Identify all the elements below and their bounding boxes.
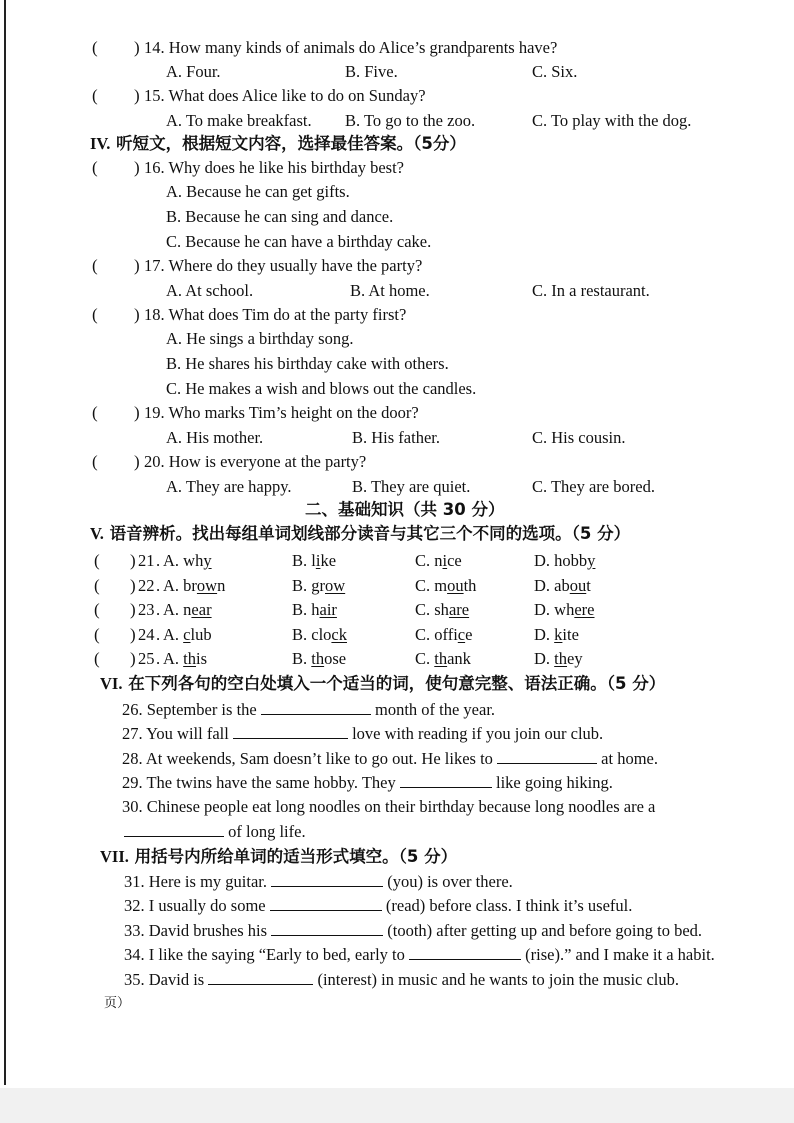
question-number: 19 xyxy=(144,403,161,422)
choice-option[interactable]: C. His cousin. xyxy=(532,428,626,447)
form-sentence xyxy=(124,921,702,941)
answer-paren-close: ) xyxy=(130,551,136,570)
word-part: A. wh xyxy=(163,551,204,570)
word-part: D. xyxy=(534,624,555,644)
word-part: A. xyxy=(163,649,184,669)
underlined-sound: k xyxy=(554,624,563,644)
word-part: C. sh xyxy=(415,600,449,620)
phonics-option[interactable] xyxy=(163,551,212,571)
choice-option[interactable]: A. To make breakfast. xyxy=(166,111,312,130)
question-text: 17. Where do they usually have the party? xyxy=(144,256,423,275)
answer-paren-open: ( xyxy=(92,86,98,105)
underlined-sound: c xyxy=(457,624,466,644)
question-number: 16 xyxy=(144,158,161,177)
underlined-sound: ow xyxy=(196,575,218,595)
answer-paren-open: ( xyxy=(92,158,98,177)
phonics-option[interactable] xyxy=(415,600,469,620)
word-part: C. xyxy=(415,649,435,669)
underlined-sound: th xyxy=(554,649,568,669)
fill-blank[interactable] xyxy=(261,700,371,715)
form-sentence xyxy=(124,896,632,916)
answer-paren-close: ) xyxy=(134,452,140,471)
answer-paren-close: ) xyxy=(134,158,140,177)
answer-paren-open: ( xyxy=(94,551,100,570)
sentence-start: 26. September is the xyxy=(122,700,257,719)
question-stem: What does Alice like to do on Sunday? xyxy=(168,86,426,105)
phonics-option[interactable] xyxy=(534,576,591,596)
sentence-start: 35. David is xyxy=(124,969,205,989)
underlined-sound: ear xyxy=(191,600,212,620)
answer-paren-close: ) xyxy=(134,86,140,105)
sentence-start: 31. Here is my guitar. xyxy=(124,872,267,891)
word-part: e xyxy=(465,624,473,644)
choice-option[interactable]: C. In a restaurant. xyxy=(532,281,650,300)
answer-paren-close: ) xyxy=(130,600,136,620)
answer-paren-open: ( xyxy=(92,38,98,57)
phonics-option[interactable] xyxy=(534,600,595,620)
question-number: 17 xyxy=(144,256,161,275)
question-number: 21 xyxy=(138,551,155,570)
sentence-end: (tooth) after getting up and before going to bed. xyxy=(387,920,703,940)
choice-option[interactable]: A. His mother. xyxy=(166,428,264,447)
sentence-start: 28. At weekends, Sam doesn’t like to go out. He likes to xyxy=(122,749,493,768)
fill-blank[interactable] xyxy=(124,822,224,837)
choice-option[interactable]: A. They are happy. xyxy=(166,477,292,496)
phonics-option[interactable] xyxy=(534,649,583,669)
answer-paren-open: ( xyxy=(94,575,100,595)
form-sentence xyxy=(124,945,715,965)
section-number: VII. xyxy=(100,847,129,866)
choice-option[interactable]: B. He shares his birthday cake with others. xyxy=(166,354,449,373)
choice-option[interactable]: C. He makes a wish and blows out the candles. xyxy=(166,379,477,398)
form-blank[interactable] xyxy=(271,872,383,887)
form-blank[interactable] xyxy=(208,970,313,985)
word-part: ey xyxy=(567,649,583,669)
question-stem: What does Tim do at the party first? xyxy=(168,305,407,324)
fill-blank[interactable] xyxy=(497,749,597,764)
word-part: A. br xyxy=(163,575,197,595)
choice-option[interactable]: A. At school. xyxy=(166,281,254,300)
form-blank[interactable] xyxy=(409,945,521,960)
section-heading xyxy=(100,847,457,867)
section-number: IV. xyxy=(90,134,111,153)
underlined-sound: ere xyxy=(574,600,595,620)
choice-option[interactable]: C. Six. xyxy=(532,62,578,81)
phonics-option[interactable] xyxy=(292,576,345,596)
question-text: 14. How many kinds of animals do Alice’s grandparents have? xyxy=(144,38,558,57)
form-blank[interactable] xyxy=(270,896,382,911)
word-part: A. n xyxy=(163,600,192,620)
phonics-option[interactable] xyxy=(292,649,346,669)
fill-sentence xyxy=(122,700,495,720)
choice-option[interactable]: B. At home. xyxy=(350,281,430,300)
word-part: A. xyxy=(163,624,184,644)
sentence-end: (interest) in music and he wants to join the music club. xyxy=(317,969,680,989)
word-part: lub xyxy=(190,624,212,644)
answer-paren-open: ( xyxy=(94,649,100,669)
form-blank[interactable] xyxy=(271,921,383,936)
phonics-option[interactable] xyxy=(292,551,336,571)
question-number: 20 xyxy=(144,452,161,471)
sentence-end: like going hiking. xyxy=(495,773,613,792)
word-part: C. m xyxy=(415,575,448,595)
sentence-start: 29. The twins have the same hobby. They xyxy=(122,773,396,792)
answer-paren-open: ( xyxy=(94,624,100,644)
fill-sentence xyxy=(122,749,658,769)
fill-sentence xyxy=(122,797,655,817)
word-part: C. offi xyxy=(415,624,458,644)
phonics-option[interactable] xyxy=(292,600,337,620)
choice-option[interactable]: C. To play with the dog. xyxy=(532,111,692,130)
word-part: B. h xyxy=(292,600,320,620)
choice-option[interactable]: B. To go to the zoo. xyxy=(345,111,476,130)
section-number: V. xyxy=(90,524,104,543)
sentence-start: 32. I usually do some xyxy=(124,896,266,916)
word-part: ank xyxy=(447,649,471,669)
word-part: ose xyxy=(324,649,347,669)
word-part: D. wh xyxy=(534,600,575,620)
answer-paren-open: ( xyxy=(94,600,100,620)
fill-blank[interactable] xyxy=(233,724,348,739)
page-bottom-shade xyxy=(0,1088,794,1123)
answer-paren-open: ( xyxy=(92,256,98,275)
word-part: B. l xyxy=(292,551,316,570)
question-text: 18. What does Tim do at the party first? xyxy=(144,305,407,324)
answer-paren-open: ( xyxy=(92,305,98,324)
question-number: 22 xyxy=(138,575,155,595)
underlined-sound: ck xyxy=(331,624,347,644)
answer-paren-close: ) xyxy=(134,38,140,57)
word-part: ce xyxy=(447,551,462,570)
word-part: D. ab xyxy=(534,575,570,595)
question-number: 25 xyxy=(138,649,155,669)
question-number: 23 xyxy=(138,600,155,620)
word-part: D. hobb xyxy=(534,551,588,570)
phonics-option[interactable] xyxy=(534,551,595,571)
underlined-sound: ow xyxy=(325,575,346,595)
sentence-start: 30. Chinese people eat long noodles on their birthday because long noodles are a xyxy=(122,797,656,816)
question-text: 16. Why does he like his birthday best? xyxy=(144,158,404,177)
form-sentence xyxy=(124,872,513,892)
question-text: 15. What does Alice like to do on Sunday? xyxy=(144,86,426,105)
word-part: B. xyxy=(292,649,312,669)
word-part: ite xyxy=(562,624,579,644)
phonics-option[interactable] xyxy=(163,576,225,596)
fill-sentence xyxy=(122,773,613,793)
underlined-sound: i xyxy=(442,551,448,570)
word-part: C. n xyxy=(415,551,443,570)
part-title: 二、基础知识（共 30 分） xyxy=(305,500,505,519)
underlined-sound: th xyxy=(434,649,448,669)
choice-option[interactable]: A. Because he can get gifts. xyxy=(166,182,350,201)
sentence-start: 33. David brushes his xyxy=(124,920,267,940)
section-title: 在下列各句的空白处填入一个适当的词，使句意完整、语法正确。（5 分） xyxy=(128,674,666,693)
choice-option[interactable]: B. Because he can sing and dance. xyxy=(166,207,394,226)
fill-blank[interactable] xyxy=(400,773,492,788)
phonics-option[interactable] xyxy=(415,551,462,571)
underlined-sound: air xyxy=(319,600,337,620)
word-part: n xyxy=(217,575,226,595)
phonics-option[interactable] xyxy=(163,625,212,645)
sentence-end: at home. xyxy=(601,749,658,768)
phonics-option[interactable] xyxy=(534,625,579,645)
section-title: 语音辨析。找出每组单词划线部分读音与其它三个不同的选项。（5 分） xyxy=(109,524,631,543)
underlined-sound: y xyxy=(587,551,596,570)
phonics-option[interactable] xyxy=(163,600,212,620)
section-heading xyxy=(90,524,630,544)
question-number-dot: . xyxy=(156,624,161,644)
choice-option[interactable]: A. Four. xyxy=(166,62,221,81)
answer-paren-close: ) xyxy=(134,305,140,324)
question-stem: Where do they usually have the party? xyxy=(168,256,423,275)
underlined-sound: th xyxy=(183,649,197,669)
underlined-sound: ou xyxy=(569,575,587,595)
answer-paren-open: ( xyxy=(92,452,98,471)
choice-option[interactable]: B. They are quiet. xyxy=(352,477,471,496)
question-number: 24 xyxy=(138,624,155,644)
section-title: 听短文，根据短文内容，选择最佳答案。（5分） xyxy=(116,134,466,153)
phonics-option[interactable] xyxy=(292,625,347,645)
question-number-dot: . xyxy=(156,649,161,669)
word-part: D. xyxy=(534,649,555,669)
question-stem: How many kinds of animals do Alice’s grandparents have? xyxy=(168,38,558,57)
form-sentence xyxy=(124,970,679,990)
word-part: ke xyxy=(320,551,337,570)
underlined-sound: c xyxy=(183,624,191,644)
answer-paren-close: ) xyxy=(130,624,136,644)
answer-paren-close: ) xyxy=(134,403,140,422)
section-heading xyxy=(100,674,665,694)
choice-option[interactable]: B. His father. xyxy=(352,428,440,447)
phonics-option[interactable] xyxy=(415,649,471,669)
fill-sentence xyxy=(124,822,306,842)
question-stem: How is everyone at the party? xyxy=(168,452,367,471)
sentence-end: love with reading if you join our club. xyxy=(352,724,604,743)
sentence-end: of long life. xyxy=(228,822,306,841)
answer-paren-open: ( xyxy=(92,403,98,422)
section-title: 用括号内所给单词的适当形式填空。（5 分） xyxy=(134,847,458,866)
underlined-sound: th xyxy=(311,649,325,669)
answer-paren-close: ) xyxy=(130,575,136,595)
section-number: VI. xyxy=(100,674,123,693)
word-part: t xyxy=(586,575,591,595)
choice-option[interactable]: A. He sings a birthday song. xyxy=(166,329,354,348)
underlined-sound: y xyxy=(203,551,212,570)
choice-option[interactable]: C. They are bored. xyxy=(532,477,655,496)
word-part: B. clo xyxy=(292,624,332,644)
answer-paren-close: ) xyxy=(130,649,136,669)
underlined-sound: are xyxy=(448,600,470,620)
word-part: B. gr xyxy=(292,575,325,595)
section-heading xyxy=(90,134,466,154)
fill-sentence xyxy=(122,724,603,744)
question-number-dot: . xyxy=(156,600,161,620)
word-part: is xyxy=(196,649,208,669)
question-stem: Why does he like his birthday best? xyxy=(168,158,404,177)
sentence-start: 27. You will fall xyxy=(122,724,229,743)
sentence-end: (rise).” and I make it a habit. xyxy=(525,945,715,965)
sentence-end: month of the year. xyxy=(374,700,496,719)
question-number: 15 xyxy=(144,86,161,105)
choice-option[interactable]: B. Five. xyxy=(345,62,398,81)
phonics-option[interactable] xyxy=(163,649,207,669)
question-text: 19. Who marks Tim’s height on the door? xyxy=(144,403,419,422)
page-left-rule xyxy=(4,0,6,1085)
sentence-end: (you) is over there. xyxy=(387,872,513,891)
question-number-dot: . xyxy=(156,575,161,595)
sentence-end: (read) before class. I think it’s useful. xyxy=(385,896,633,916)
sentence-start: 34. I like the saying “Early to bed, early to xyxy=(124,945,405,965)
question-text: 20. How is everyone at the party? xyxy=(144,452,367,471)
phonics-option[interactable] xyxy=(415,625,472,645)
underlined-sound: ou xyxy=(447,575,464,595)
choice-option[interactable]: C. Because he can have a birthday cake. xyxy=(166,232,432,251)
word-part: th xyxy=(463,575,477,595)
question-number-dot: . xyxy=(156,551,161,570)
phonics-option[interactable] xyxy=(415,576,476,596)
question-stem: Who marks Tim’s height on the door? xyxy=(168,403,419,422)
underlined-sound: i xyxy=(315,551,321,570)
answer-paren-close: ) xyxy=(134,256,140,275)
question-number: 14 xyxy=(144,38,161,57)
page-footer-fragment: 页） xyxy=(104,995,131,1010)
question-number: 18 xyxy=(144,305,161,324)
